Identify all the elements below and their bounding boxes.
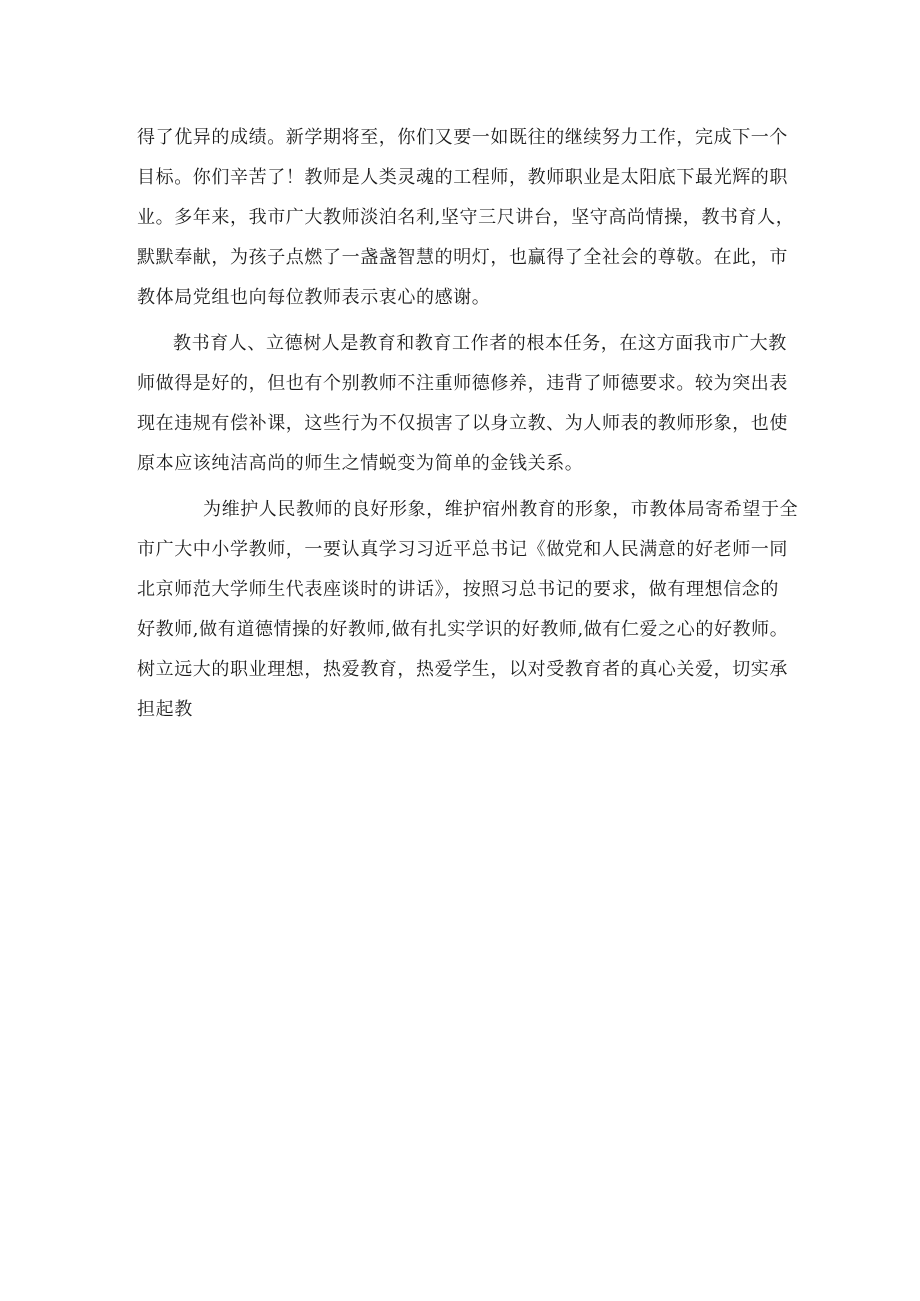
text-line: 默默奉献，为孩子点燃了一盏盏智慧的明灯，也赢得了全社会的尊敬。在此，市	[137, 247, 788, 268]
text-line: 原本应该纯洁高尚的师生之情蜕变为简单的金钱关系。	[137, 453, 584, 474]
text-line: 市广大中小学教师，一要认真学习习近平总书记《做党和人民满意的好老师一同	[137, 539, 788, 560]
text-line: 业。多年来，我市广大教师淡泊名利,坚守三尺讲台，坚守高尚情操，教书育人，	[137, 207, 795, 228]
text-line: 师做得是好的，但也有个别教师不注重师德修养，违背了师德要求。较为突出表	[137, 373, 788, 394]
text-line: 现在违规有偿补课，这些行为不仅损害了以身立教、为人师表的教师形象，也使	[137, 413, 788, 434]
paragraph-3	[137, 490, 797, 730]
text-line: 得了优异的成绩。新学期将至，你们又要一如既往的继续努力工作，完成下一个	[137, 127, 788, 148]
text-line: 教体局党组也向每位教师表示衷心的感谢。	[137, 287, 491, 308]
text-line: 树立远大的职业理想，热爱教育，热爱学生，以对受教育者的真心关爱，切实承	[137, 659, 788, 680]
document-body	[137, 118, 797, 730]
text-line: 担起教	[137, 699, 193, 720]
paragraph-1	[137, 118, 797, 318]
text-line: 目标。你们辛苦了！教师是人类灵魂的工程师，教师职业是太阳底下最光辉的职	[137, 167, 788, 188]
text-line: 好教师,做有道德情操的好教师,做有扎实学识的好教师,做有仁爱之心的好教师。	[137, 619, 789, 640]
paragraph-2	[137, 324, 797, 484]
text-line: 为维护人民教师的良好形象，维护宿州教育的形象，市教体局寄希望于全	[203, 499, 799, 520]
text-line: 北京师范大学师生代表座谈时的讲话》，按照习总书记的要求，做有理想信念的	[137, 579, 779, 600]
text-line: 教书育人、立德树人是教育和教育工作者的根本任务，在这方面我市广大教	[173, 333, 787, 354]
